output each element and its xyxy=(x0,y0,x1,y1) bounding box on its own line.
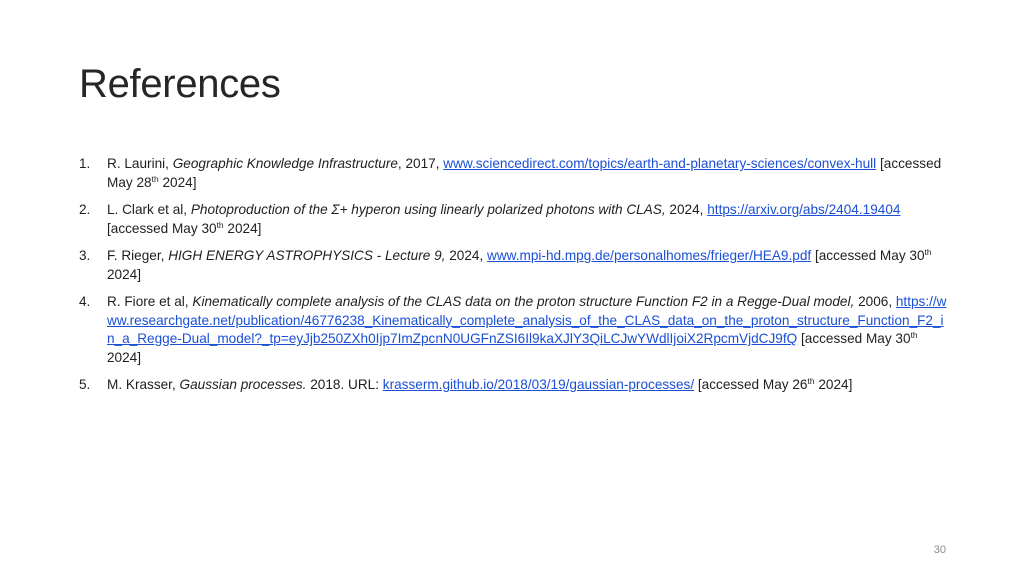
reference-number: 4. xyxy=(79,294,91,309)
reference-year: 2024, xyxy=(665,202,708,217)
reference-accessed: [accessed May 28th 2024] xyxy=(107,156,942,190)
reference-title: Kinematically complete analysis of the CLAS data on the proton structure Function F2 in a Regge-Dual model, xyxy=(192,294,855,309)
reference-list xyxy=(79,155,949,404)
reference-year: 2024, xyxy=(445,248,488,263)
reference-author: R. Laurini, xyxy=(107,156,173,171)
reference-author: F. Rieger, xyxy=(107,248,169,263)
reference-accessed: [accessed May 30th 2024] xyxy=(107,247,932,282)
reference-year: , 2017, xyxy=(397,156,444,171)
reference-number: 1. xyxy=(79,156,91,171)
reference-author: R. Fiore et al, xyxy=(107,294,193,309)
reference-accessed: [accessed May 30th 2024] xyxy=(107,219,262,236)
reference-link[interactable]: www.mpi-hd.mpg.de/personalhomes/frieger/HEA9.pdf xyxy=(487,248,812,263)
reference-year: 2018. URL: xyxy=(306,377,383,392)
reference-item-3 xyxy=(79,247,949,284)
reference-number: 2. xyxy=(79,202,91,217)
reference-title: Gaussian processes. xyxy=(179,377,307,392)
reference-accessed: [accessed May 30th 2024] xyxy=(107,330,918,365)
reference-accessed: [accessed May 26th 2024] xyxy=(694,376,853,392)
reference-title: Geographic Knowledge Infrastructure xyxy=(172,156,398,171)
reference-number: 5. xyxy=(79,377,91,392)
reference-number: 3. xyxy=(79,248,91,263)
reference-author: L. Clark et al, xyxy=(107,202,191,217)
reference-link[interactable]: www.sciencedirect.com/topics/earth-and-planetary-sciences/convex-hull xyxy=(443,156,877,171)
reference-item-5 xyxy=(79,376,949,395)
reference-title: HIGH ENERGY ASTROPHYSICS - Lecture 9, xyxy=(168,248,446,263)
reference-item-4 xyxy=(79,293,949,367)
reference-link[interactable]: https://arxiv.org/abs/2404.19404 xyxy=(707,202,901,217)
slide-title: References xyxy=(79,62,281,106)
reference-item-2 xyxy=(79,201,949,238)
reference-author: M. Krasser, xyxy=(107,377,180,392)
reference-title: Photoproduction of the Σ+ hyperon using linearly polarized photons with CLAS, xyxy=(190,202,666,217)
reference-link[interactable]: krasserm.github.io/2018/03/19/gaussian-processes/ xyxy=(382,377,695,392)
reference-link[interactable]: https://www.researchgate.net/publication/46776238_Kinematically_complete_analysis_of_the_CLAS_data_on_the_proton_structure_Function_F2_in_a_Regge-Dual_model?_tp=eyJjb250ZXh0Ijp7ImZpcnN0UGFnZSI6Il9kaXJlY3QiLCJwYWdlIjoiX2RpcmVjdCJ9fQ xyxy=(107,294,947,346)
reference-item-1 xyxy=(79,155,949,192)
reference-year: 2006, xyxy=(854,294,896,309)
slide-number: 30 xyxy=(933,544,946,556)
